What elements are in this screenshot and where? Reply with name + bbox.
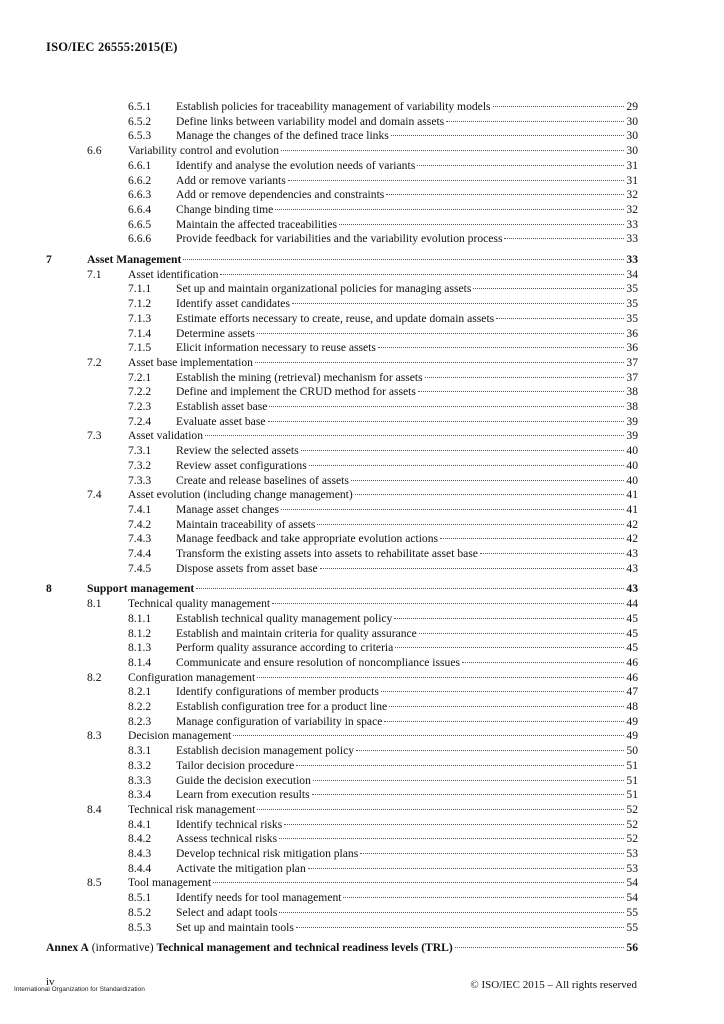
toc-leader-dots — [360, 853, 624, 854]
toc-leader-dots — [257, 333, 625, 334]
toc-entry-page: 38 — [626, 400, 638, 413]
toc-entry-title: Manage the changes of the defined trace links — [176, 129, 389, 143]
toc-entry-title: Identify and analyse the evolution needs of variants — [176, 158, 416, 172]
toc-entry-page: 45 — [626, 641, 638, 655]
toc-leader-dots — [389, 706, 624, 707]
toc-entry[interactable] — [0, 818, 724, 833]
toc-entry[interactable] — [0, 203, 724, 218]
toc-leader-dots — [395, 647, 624, 648]
toc-entry-title: Perform quality assurance according to criteria — [176, 641, 394, 655]
toc-entry[interactable] — [0, 144, 724, 159]
toc-leader-dots — [417, 165, 624, 166]
toc-entry-number: 8.1 — [87, 597, 102, 611]
toc-entry-number: 8.2.1 — [128, 685, 152, 699]
toc-entry-page: 54 — [626, 891, 638, 905]
toc-entry-page: 36 — [626, 326, 638, 340]
toc-leader-dots — [343, 897, 624, 898]
toc-entry-number: 7.1 — [87, 267, 102, 281]
toc-entry-title: Technical risk management — [128, 802, 256, 816]
toc-leader-dots — [356, 750, 624, 751]
toc-entry-page: 49 — [626, 729, 638, 743]
toc-entry-page: 32 — [626, 202, 638, 216]
toc-entry-title: Assess technical risks — [176, 832, 278, 846]
toc-entry-page: 45 — [626, 611, 638, 625]
toc-entry-page: 51 — [626, 773, 638, 787]
toc-entry-title: Establish decision management policy — [176, 744, 355, 758]
toc-entry[interactable] — [0, 547, 724, 562]
toc-entry-number: 6.6.6 — [128, 232, 152, 246]
toc-entry-page: 43 — [626, 547, 638, 560]
toc-entry-title: Activate the mitigation plan — [176, 861, 306, 875]
toc-leader-dots — [183, 259, 624, 260]
toc-entry[interactable] — [0, 876, 724, 891]
toc-entry[interactable] — [0, 415, 724, 430]
toc-entry-page: 32 — [626, 188, 638, 202]
toc-entry-title: Identify asset candidates — [176, 297, 290, 311]
toc-entry-number: 7.4.4 — [128, 547, 152, 560]
toc-entry-number: 8 — [46, 582, 52, 596]
toc-entry[interactable] — [0, 803, 724, 818]
toc-entry-page: 30 — [626, 114, 638, 128]
toc-leader-dots — [301, 450, 625, 451]
toc-leader-dots — [391, 135, 625, 136]
toc-entry-page: 42 — [626, 532, 638, 546]
toc-leader-dots — [281, 150, 624, 151]
toc-entry-page: 38 — [626, 385, 638, 399]
toc-entry[interactable] — [0, 444, 724, 459]
toc-entry[interactable] — [0, 115, 724, 130]
toc-entry-page: 30 — [626, 144, 638, 158]
toc-entry[interactable] — [0, 253, 724, 268]
toc-leader-dots — [351, 480, 625, 481]
toc-entry-page: 51 — [626, 758, 638, 772]
toc-leader-dots — [213, 882, 624, 883]
toc-entry-page: 53 — [626, 847, 638, 860]
toc-entry-title: Determine assets — [176, 326, 255, 340]
toc-leader-dots — [288, 180, 625, 181]
toc-entry[interactable] — [0, 232, 724, 247]
toc-entry-number: 8.4 — [87, 802, 102, 816]
toc-leader-dots — [320, 568, 625, 569]
toc-leader-dots — [269, 406, 624, 407]
toc-entry[interactable] — [0, 518, 724, 533]
toc-entry-page: 45 — [626, 626, 638, 640]
toc-entry-title: Define links between variability model and domain assets — [176, 114, 445, 128]
footer-copyright: © ISO/IEC 2015 – All rights reserved — [470, 979, 637, 991]
toc-entry-page: 50 — [626, 744, 638, 758]
toc-entry-page: 53 — [626, 861, 638, 875]
toc-leader-dots — [312, 794, 625, 795]
toc-entry-number: 8.3 — [87, 729, 102, 743]
toc-entry-number: 6.5.2 — [128, 114, 152, 128]
toc-entry[interactable] — [0, 832, 724, 847]
toc-entry[interactable] — [0, 612, 724, 627]
toc-leader-dots — [296, 927, 625, 928]
toc-leader-dots — [378, 347, 624, 348]
annex-label: Annex A — [46, 941, 89, 955]
toc-entry[interactable] — [0, 100, 724, 115]
toc-entry-page: 29 — [626, 100, 638, 113]
toc-entry-title: Identify configurations of member products — [176, 685, 379, 699]
toc-entry-page: 37 — [626, 370, 638, 384]
toc-entry[interactable] — [0, 715, 724, 730]
toc-leader-dots — [296, 765, 624, 766]
toc-entry-title: Evaluate asset base — [176, 414, 266, 428]
toc-entry-title: Decision management — [128, 729, 232, 743]
toc-entry-page: 52 — [626, 802, 638, 816]
toc-entry-page: 42 — [626, 517, 638, 531]
toc-entry[interactable] — [0, 597, 724, 612]
toc-entry-title: Variability control and evolution — [128, 144, 280, 158]
toc-entry-number: 8.5.2 — [128, 905, 152, 919]
toc-entry[interactable] — [0, 685, 724, 700]
toc-entry-title: Guide the decision execution — [176, 773, 311, 787]
toc-entry[interactable] — [0, 356, 724, 371]
toc-entry[interactable] — [0, 562, 724, 577]
toc-leader-dots — [308, 868, 625, 869]
toc-entry-page: 37 — [626, 355, 638, 369]
toc-entry-title: Asset validation — [128, 429, 204, 443]
toc-leader-dots — [418, 391, 625, 392]
toc-entry-page: 31 — [626, 173, 638, 187]
toc-entry-title: Manage feedback and take appropriate evolution actions — [176, 532, 439, 546]
toc-entry-page: 33 — [626, 253, 638, 266]
toc-leader-dots — [384, 721, 624, 722]
toc-leader-dots — [446, 121, 624, 122]
toc-entry-title: Create and release baselines of assets — [176, 473, 349, 487]
toc-entry-number: 8.4.1 — [128, 817, 152, 831]
toc-entry[interactable] — [0, 327, 724, 342]
toc-entry-page: 48 — [626, 700, 638, 713]
toc-entry-page: 46 — [626, 655, 638, 669]
toc-leader-dots — [317, 524, 624, 525]
toc-entry-number: 7.3.2 — [128, 458, 152, 472]
toc-entry-number: 6.6.3 — [128, 188, 152, 202]
toc-entry-title: Asset evolution (including change management) — [128, 488, 353, 502]
toc-entry-title: Technical quality management — [128, 597, 271, 611]
toc-leader-dots — [394, 618, 624, 619]
toc-entry-number: 6.5.3 — [128, 129, 152, 143]
toc-entry-number: 7.2.2 — [128, 385, 152, 399]
toc-entry-number: 8.1.3 — [128, 641, 152, 655]
toc-entry-title: Establish technical quality management policy — [176, 611, 393, 625]
toc-entry-number: 6.5.1 — [128, 100, 152, 113]
toc-entry-title: Establish and maintain criteria for quality assurance — [176, 626, 417, 640]
footer-page-number: iv — [46, 976, 55, 988]
annex-title: Technical management and technical readiness levels (TRL) — [156, 941, 453, 955]
toc-entry-title: Transform the existing assets into assets to rehabilitate asset base — [176, 547, 478, 560]
toc-entry-title: Set up and maintain tools — [176, 920, 294, 934]
toc-entry[interactable] — [0, 532, 724, 547]
toc-entry-title: Identify needs for tool management — [176, 891, 342, 905]
toc-entry-number: 8.3.1 — [128, 744, 152, 758]
toc-entry-title: Elicit information necessary to reuse assets — [176, 341, 376, 355]
annex-page: 56 — [626, 941, 638, 955]
toc-leader-dots — [268, 421, 625, 422]
toc-leader-dots — [284, 824, 624, 825]
toc-entry-page: 43 — [626, 582, 638, 596]
toc-entry-page: 43 — [626, 561, 638, 575]
toc-entry[interactable] — [0, 429, 724, 444]
toc-leader-dots — [257, 677, 624, 678]
toc-entry-number: 7 — [46, 253, 52, 266]
toc-entry[interactable] — [0, 744, 724, 759]
toc-entry[interactable] — [0, 341, 724, 356]
toc-entry-title: Set up and maintain organizational policies for managing assets — [176, 282, 472, 296]
toc-leader-dots — [313, 780, 625, 781]
toc-entry-number: 6.6 — [87, 144, 102, 158]
toc-entry-title: Asset identification — [128, 267, 219, 281]
toc-entry-page: 41 — [626, 488, 638, 502]
toc-entry[interactable] — [0, 671, 724, 686]
toc-entry-page: 49 — [626, 714, 638, 728]
toc-entry-page: 35 — [626, 282, 638, 296]
toc-entry-page: 52 — [626, 832, 638, 846]
toc-entry[interactable] — [0, 459, 724, 474]
toc-entry-title: Estimate efforts necessary to create, reuse, and update domain assets — [176, 311, 495, 325]
toc-entry-page: 39 — [626, 414, 638, 428]
toc-entry-title: Communicate and ensure resolution of noncompliance issues — [176, 655, 460, 669]
toc-entry-title: Add or remove dependencies and constraints — [176, 188, 385, 202]
toc-entry-title: Manage asset changes — [176, 502, 280, 516]
toc-entry[interactable] — [0, 129, 724, 144]
toc-entry-title: Support management — [87, 582, 195, 596]
toc-annex-entry[interactable] — [0, 941, 724, 956]
toc-entry-page: 41 — [626, 502, 638, 516]
toc-entry-number: 7.2.3 — [128, 400, 152, 413]
toc-entry-title: Asset base implementation — [128, 355, 253, 369]
toc-entry[interactable] — [0, 862, 724, 877]
toc-entry-number: 7.3.1 — [128, 444, 152, 458]
toc-leader-dots — [473, 288, 624, 289]
toc-entry[interactable] — [0, 371, 724, 386]
toc-entry-title: Review asset configurations — [176, 458, 307, 472]
toc-entry-title: Configuration management — [128, 670, 256, 684]
toc-entry[interactable] — [0, 282, 724, 297]
toc-entry-number: 7.2.4 — [128, 414, 152, 428]
toc-leader-dots — [255, 362, 624, 363]
toc-entry-page: 55 — [626, 920, 638, 934]
toc-leader-dots — [279, 912, 624, 913]
toc-entry[interactable] — [0, 847, 724, 862]
toc-entry[interactable] — [0, 503, 724, 518]
toc-entry-number: 8.4.4 — [128, 861, 152, 875]
toc-entry-number: 7.4.3 — [128, 532, 152, 546]
footer-organization: International Organization for Standardization — [14, 986, 145, 993]
toc-entry-title: Establish policies for traceability management of variability models — [176, 100, 491, 113]
toc-entry-title: Identify technical risks — [176, 817, 283, 831]
toc-leader-dots — [381, 691, 625, 692]
annex-qualifier: (informative) — [91, 941, 154, 955]
toc-entry[interactable] — [0, 729, 724, 744]
toc-leader-dots — [355, 494, 625, 495]
toc-entry-number: 7.4.5 — [128, 561, 152, 575]
toc-entry-page: 54 — [626, 876, 638, 890]
toc-leader-dots — [196, 588, 624, 589]
toc-entry-number: 8.4.3 — [128, 847, 152, 860]
toc-entry-number: 8.5 — [87, 876, 102, 890]
toc-entry[interactable] — [0, 891, 724, 906]
toc-entry-title: Establish asset base — [176, 400, 268, 413]
toc-entry-title: Add or remove variants — [176, 173, 286, 187]
toc-entry-title: Change binding time — [176, 202, 274, 216]
toc-entry-title: Asset Management — [87, 253, 182, 266]
toc-leader-dots — [257, 809, 624, 810]
toc-leader-dots — [339, 224, 624, 225]
toc-entry[interactable] — [0, 400, 724, 415]
toc-entry-page: 46 — [626, 670, 638, 684]
toc-entry-title: Maintain traceability of assets — [176, 517, 316, 531]
toc-entry-number: 8.1.2 — [128, 626, 152, 640]
toc-entry[interactable] — [0, 474, 724, 489]
toc-entry-number: 7.1.5 — [128, 341, 152, 355]
toc-entry-page: 51 — [626, 788, 638, 802]
toc-entry[interactable] — [0, 385, 724, 400]
toc-entry-page: 33 — [626, 232, 638, 246]
toc-entry-page: 31 — [626, 158, 638, 172]
toc-entry[interactable] — [0, 627, 724, 642]
toc-entry-number: 8.5.3 — [128, 920, 152, 934]
toc-leader-dots — [275, 209, 624, 210]
toc-leader-dots — [386, 194, 624, 195]
toc-leader-dots — [309, 465, 625, 466]
toc-entry-title: Establish configuration tree for a product line — [176, 700, 388, 713]
toc-entry-number: 8.5.1 — [128, 891, 152, 905]
toc-leader-dots — [281, 509, 624, 510]
toc-entry-title: Manage configuration of variability in space — [176, 714, 383, 728]
toc-entry[interactable] — [0, 788, 724, 803]
toc-entry-title: Define and implement the CRUD method for assets — [176, 385, 416, 399]
toc-entry-number: 6.6.1 — [128, 158, 152, 172]
toc-entry-page: 34 — [626, 267, 638, 281]
toc-entry-number: 7.3.3 — [128, 473, 152, 487]
page-header: ISO/IEC 26555:2015(E) — [46, 40, 178, 54]
toc-entry-number: 7.1.1 — [128, 282, 152, 296]
toc-entry[interactable] — [0, 218, 724, 233]
toc-entry-number: 6.6.5 — [128, 217, 152, 231]
toc-entry-number: 8.2.2 — [128, 700, 152, 713]
toc-entry-number: 8.2.3 — [128, 714, 152, 728]
toc-entry[interactable] — [0, 297, 724, 312]
toc-entry[interactable] — [0, 312, 724, 327]
toc-entry-page: 40 — [626, 458, 638, 472]
toc-leader-dots — [493, 106, 625, 107]
toc-entry-title: Maintain the affected traceabilities — [176, 217, 338, 231]
toc-entry-page: 35 — [626, 297, 638, 311]
toc-entry[interactable] — [0, 488, 724, 503]
toc-entry-title: Tailor decision procedure — [176, 758, 295, 772]
toc-entry-title: Develop technical risk mitigation plans — [176, 847, 359, 860]
toc-entry[interactable] — [0, 159, 724, 174]
toc-entry-title: Select and adapt tools — [176, 905, 278, 919]
toc-entry-title: Dispose assets from asset base — [176, 561, 318, 575]
toc-entry-page: 30 — [626, 129, 638, 143]
toc-leader-dots — [455, 947, 625, 948]
toc-entry[interactable] — [0, 641, 724, 656]
toc-leader-dots — [480, 553, 624, 554]
toc-entry-page: 39 — [626, 429, 638, 443]
toc-leader-dots — [440, 538, 624, 539]
toc-entry-number: 7.2 — [87, 355, 102, 369]
toc-leader-dots — [220, 274, 624, 275]
toc-entry-page: 44 — [626, 597, 638, 611]
toc-entry-title: Learn from execution results — [176, 788, 310, 802]
toc-entry-page: 36 — [626, 341, 638, 355]
toc-entry-number: 6.6.2 — [128, 173, 152, 187]
toc-entry-number: 8.1.1 — [128, 611, 152, 625]
toc-entry-number: 6.6.4 — [128, 202, 152, 216]
toc-entry[interactable] — [0, 174, 724, 189]
toc-leader-dots — [292, 303, 624, 304]
toc-entry-number: 8.1.4 — [128, 655, 152, 669]
toc-entry-number: 7.4.1 — [128, 502, 152, 516]
toc-entry[interactable] — [0, 921, 724, 936]
toc-leader-dots — [462, 662, 624, 663]
toc-leader-dots — [279, 838, 624, 839]
toc-entry-number: 7.1.3 — [128, 311, 152, 325]
toc-leader-dots — [496, 318, 624, 319]
toc-entry[interactable] — [0, 188, 724, 203]
toc-entry-number: 7.3 — [87, 429, 102, 443]
toc-entry-number: 8.3.4 — [128, 788, 152, 802]
toc-entry-number: 7.4 — [87, 488, 102, 502]
toc-entry-number: 8.2 — [87, 670, 102, 684]
toc-entry-title: Provide feedback for variabilities and the variability evolution process — [176, 232, 503, 246]
toc-entry[interactable] — [0, 656, 724, 671]
toc-leader-dots — [425, 377, 625, 378]
toc-leader-dots — [504, 238, 624, 239]
toc-leader-dots — [233, 735, 624, 736]
toc-entry-page: 40 — [626, 473, 638, 487]
toc-entry-title: Establish the mining (retrieval) mechanism for assets — [176, 370, 423, 384]
toc-entry-number: 8.3.3 — [128, 773, 152, 787]
toc-entry-number: 8.4.2 — [128, 832, 152, 846]
toc-leader-dots — [272, 603, 624, 604]
toc-entry-page: 47 — [626, 685, 638, 699]
toc-entry-page: 55 — [626, 905, 638, 919]
toc-entry-number: 7.4.2 — [128, 517, 152, 531]
toc-entry[interactable] — [0, 582, 724, 597]
toc-leader-dots — [205, 435, 624, 436]
toc-entry[interactable] — [0, 906, 724, 921]
toc-entry[interactable] — [0, 700, 724, 715]
toc-entry[interactable] — [0, 774, 724, 789]
toc-entry[interactable] — [0, 759, 724, 774]
toc-leader-dots — [419, 633, 625, 634]
toc-entry-number: 7.2.1 — [128, 370, 152, 384]
toc-entry-number: 7.1.4 — [128, 326, 152, 340]
toc-entry-page: 35 — [626, 311, 638, 325]
toc-entry-title: Tool management — [128, 876, 212, 890]
toc-entry-page: 52 — [626, 817, 638, 831]
toc-entry-number: 8.3.2 — [128, 758, 152, 772]
toc-entry-title: Review the selected assets — [176, 444, 299, 458]
toc-entry-page: 33 — [626, 217, 638, 231]
toc-entry-number: 7.1.2 — [128, 297, 152, 311]
toc-entry[interactable] — [0, 268, 724, 283]
toc-entry-page: 40 — [626, 444, 638, 458]
